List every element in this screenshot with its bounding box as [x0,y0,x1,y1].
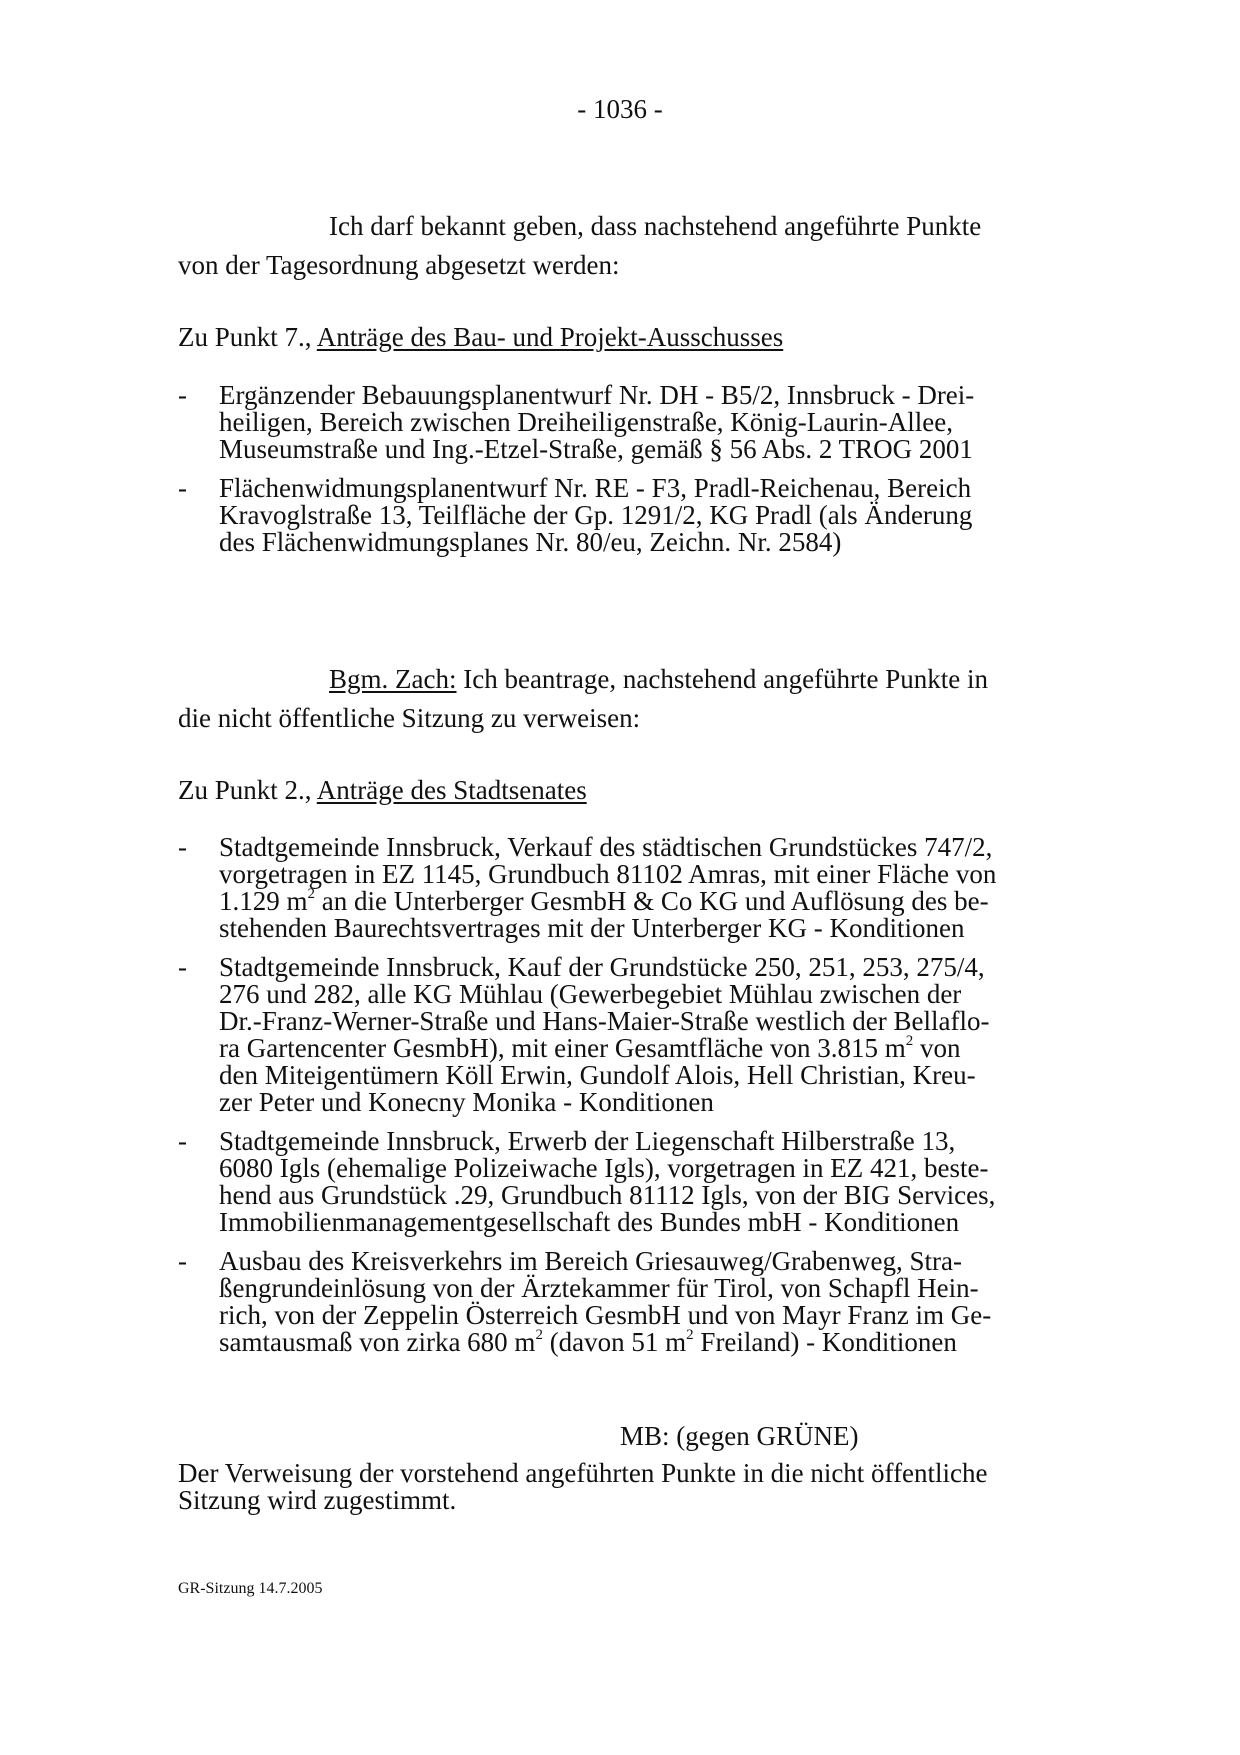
motion-text: Ich beantrage, nachstehend angeführte Punkte in [456,664,989,694]
intro-line-1: Ich darf bekannt geben, dass nachstehend angeführte Punkte [329,211,982,241]
line-text: (davon 51 m [542,1327,687,1357]
list-item-line: des Flächenwidmungsplanes Nr. 80/eu, Zeichn. Nr. 2584) [219,527,842,557]
page-number: - 1036 - [577,94,663,124]
vote-result: MB: (gegen GRÜNE) [620,1421,859,1451]
list-item [178,1128,1078,1236]
list-item-line: Stadtgemeinde Innsbruck, Erwerb der Liegenschaft Hilberstraße 13, [219,1126,956,1156]
dash-bullet: - [178,473,187,503]
list-item-line: 276 und 282, alle KG Mühlau (Gewerbegebiet Mühlau zwischen der [219,979,962,1009]
dash-bullet: - [178,1246,187,1276]
line-text: ra Gartencenter GesmbH), mit einer Gesamtfläche von 3.815 m [219,1033,906,1063]
list-item-line: zer Peter und Konecny Monika - Konditionen [219,1087,714,1117]
motion-line-1 [178,660,1078,699]
superscript: 2 [686,1327,694,1343]
list-item [178,834,1078,942]
speaker-name: Bgm. Zach: [329,664,457,694]
section-1-heading [178,321,1078,353]
section-1 [178,321,1078,353]
list-item-line: heiligen, Bereich zwischen Dreiheiligenstraße, König-Laurin-Allee, [219,407,953,437]
section-2-title: Anträge des Stadtsenates [316,775,587,805]
dash-bullet: - [178,952,187,982]
list-item-line [219,1033,961,1063]
dash-bullet: - [178,380,187,410]
list-item-line: Ergänzender Bebauungsplanentwurf Nr. DH - B5/2, Innsbruck - Drei- [219,380,975,410]
list-item-line: Stadtgemeinde Innsbruck, Kauf der Grundstücke 250, 251, 253, 275/4, [219,952,985,982]
section-2-heading [178,774,1078,806]
list-item [178,954,1078,1116]
closing-paragraph [178,1460,1078,1514]
list-item-line [219,886,989,916]
section-2-prefix: Zu Punkt 2., [178,775,317,805]
closing-line-2: Sitzung wird zugestimmt. [178,1485,457,1515]
superscript: 2 [307,886,316,902]
list-item-line: vorgetragen in EZ 1145, Grundbuch 81102 Amras, mit einer Fläche von [219,859,997,889]
list-item-line: Flächenwidmungsplanentwurf Nr. RE - F3, Pradl-Reichenau, Bereich [219,473,972,503]
page-footer: GR-Sitzung 14.7.2005 [178,1580,323,1597]
list-item-line: Museumstraße und Ing.-Etzel-Straße, gemäß § 56 Abs. 2 TROG 2001 [219,434,973,464]
list-item-line: Dr.-Franz-Werner-Straße und Hans-Maier-Straße westlich der Bellaflo- [219,1006,990,1036]
superscript: 2 [535,1327,543,1343]
list-item-line: rich, von der Zeppelin Österreich GesmbH und von Mayr Franz im Ge- [219,1300,992,1330]
section-2 [178,774,1078,806]
list-item-line: Stadtgemeinde Innsbruck, Verkauf des städtischen Grundstückes 747/2, [219,832,993,862]
list-item [178,382,1078,463]
list-item [178,475,1078,556]
list-item-line: stehenden Baurechtsvertrages mit der Unterberger KG - Konditionen [219,913,965,943]
area-value: 1.129 m [219,886,308,916]
motion-paragraph [178,660,1078,738]
closing-line-1: Der Verweisung der vorstehend angeführten Punkte in die nicht öffentliche [178,1458,988,1488]
line-text: samtausmaß von zirka 680 m [219,1327,536,1357]
list-item-line [219,1327,957,1357]
list-item-line: hend aus Grundstück .29, Grundbuch 81112 Igls, von der BIG Services, [219,1180,996,1210]
section-1-title: Anträge des Bau- und Projekt-Ausschusses [316,322,784,352]
line-text: an die Unterberger GesmbH & Co KG und Auflösung des be- [315,886,989,916]
list-item-line: 6080 Igls (ehemalige Polizeiwache Igls), vorgetragen in EZ 421, beste- [219,1153,989,1183]
line-text: Freiland) - Konditionen [693,1327,957,1357]
dash-bullet: - [178,832,187,862]
superscript: 2 [905,1033,914,1049]
motion-line-2: die nicht öffentliche Sitzung zu verweisen: [178,703,641,733]
list-item-line: Ausbau des Kreisverkehrs im Bereich Griesauweg/Grabenweg, Stra- [219,1246,963,1276]
section-2-list [178,834,1078,1368]
list-item [178,1248,1078,1356]
list-item-line: ßengrundeinlösung von der Ärztekammer für Tirol, von Schapfl Hein- [219,1273,979,1303]
intro-line-2: von der Tagesordnung abgesetzt werden: [178,250,620,280]
intro-paragraph [178,207,1078,285]
line-text: von [913,1033,961,1063]
section-1-prefix: Zu Punkt 7., [178,322,317,352]
section-1-list [178,382,1078,568]
list-item-line: Kravoglstraße 13, Teilfläche der Gp. 1291/2, KG Pradl (als Änderung [219,500,973,530]
list-item-line: den Miteigentümern Köll Erwin, Gundolf Alois, Hell Christian, Kreu- [219,1060,976,1090]
dash-bullet: - [178,1126,187,1156]
list-item-line: Immobilienmanagementgesellschaft des Bundes mbH - Konditionen [219,1207,960,1237]
